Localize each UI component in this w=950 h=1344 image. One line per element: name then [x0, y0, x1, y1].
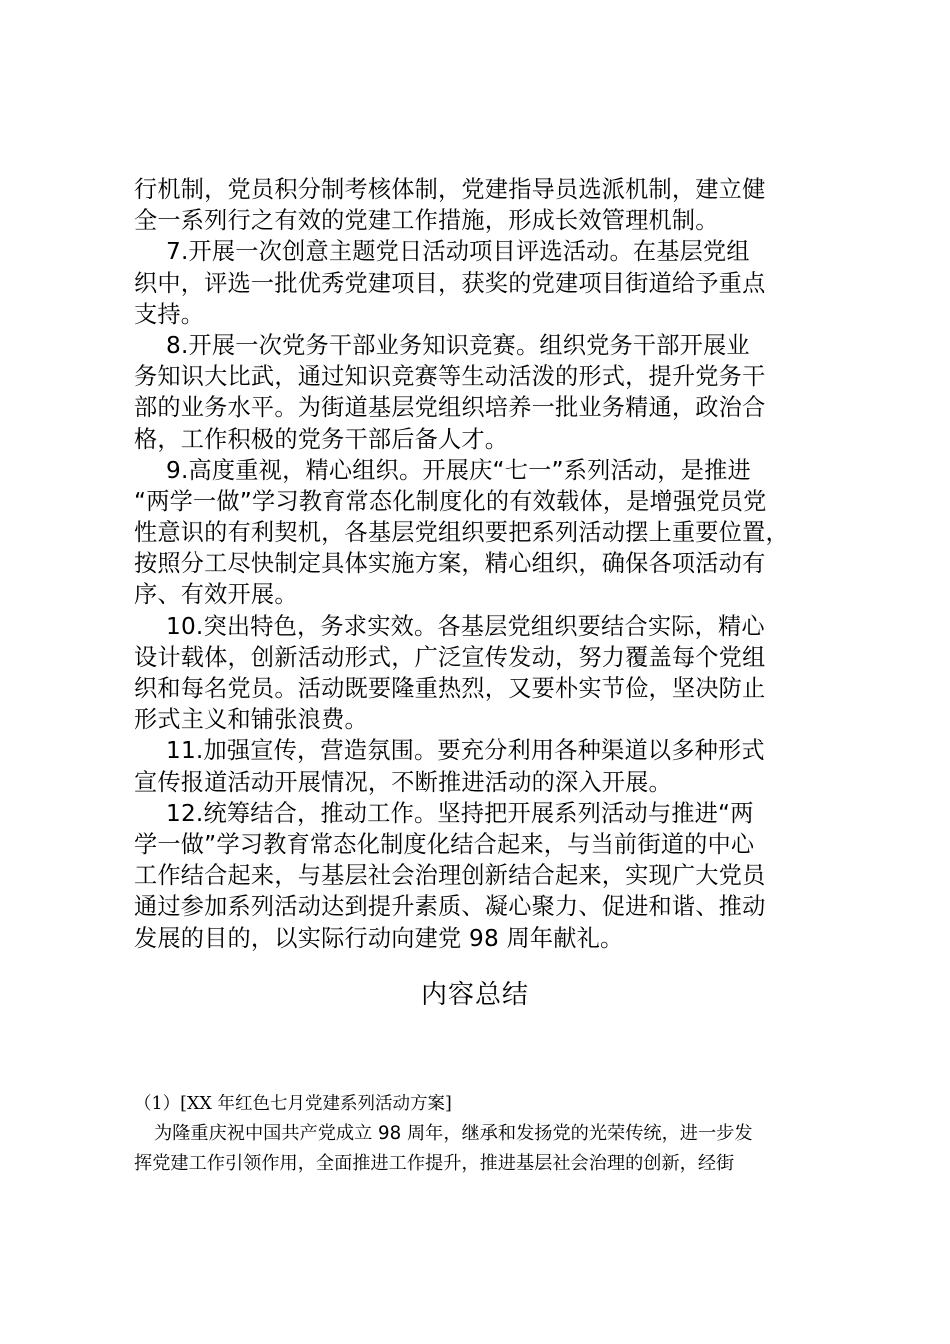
body-line-item-9: 9.高度重视，精心组织。开展庆“七一”系列活动，是推进 [166, 456, 751, 484]
summary-section [134, 1089, 854, 1179]
body-line: 通过参加系列活动达到提升素质、凝心聚力、促进和谐、推动 [134, 893, 766, 921]
body-line: “两学一做”学习教育常态化制度化的有效载体，是增强党员党 [134, 487, 767, 515]
body-line: 支持。 [134, 300, 205, 328]
body-line: 织中，评选一批优秀党建项目，获奖的党建项目街道给予重点 [134, 269, 766, 297]
body-line-item-11: 11.加强宣传，营造氛围。要充分利用各种渠道以多种形式 [166, 737, 765, 765]
body-line: 学一做”学习教育常态化制度化结合起来，与当前街道的中心 [134, 830, 755, 858]
body-line-item-12: 12.统筹结合，推动工作。坚持把开展系列活动与推进“两 [166, 799, 754, 827]
summary-line: 挥党建工作引领作用，全面推进工作提升，推进基层社会治理的创新，经街 [134, 1153, 735, 1174]
body-line: 形式主义和铺张浪费。 [134, 706, 368, 734]
body-line: 按照分工尽快制定具体实施方案，精心组织，确保各项活动有 [134, 550, 766, 578]
body-line-item-8: 8.开展一次党务干部业务知识竞赛。组织党务干部开展业 [166, 331, 750, 359]
body-line: 性意识的有利契机，各基层党组织要把系列活动摆上重要位置， [134, 519, 789, 547]
body-line: 工作结合起来，与基层社会治理创新结合起来，实现广大党员 [134, 862, 766, 890]
summary-heading: （1）[XX 年红色七月党建系列活动方案] [134, 1094, 452, 1114]
document-body [134, 174, 834, 954]
body-line-item-7: 7.开展一次创意主题党日活动项目评选活动。在基层党组 [166, 238, 750, 266]
body-line: 格，工作积极的党务干部后备人才。 [134, 425, 509, 453]
body-line: 部的业务水平。为街道基层党组织培养一批业务精通，政治合 [134, 394, 766, 422]
summary-title: 内容总结 [420, 980, 529, 1010]
summary-line: 为隆重庆祝中国共产党成立 98 周年，继承和发扬党的光荣传统，进一步发 [154, 1123, 753, 1144]
body-line: 织和每名党员。活动既要隆重热烈，又要朴实节俭，坚决防止 [134, 675, 766, 702]
body-line: 宣传报道活动开展情况，不断推进活动的深入开展。 [134, 768, 672, 796]
body-line: 全一系列行之有效的党建工作措施，形成长效管理机制。 [134, 207, 719, 235]
body-line-item-10: 10.突出特色，务求实效。各基层党组织要结合实际，精心 [166, 612, 765, 640]
body-line: 发展的目的，以实际行动向建党 98 周年献礼。 [134, 924, 624, 952]
body-line: 序、有效开展。 [134, 581, 298, 609]
body-line: 设计载体，创新活动形式，广泛宣传发动，努力覆盖每个党组 [134, 643, 766, 671]
body-line: 行机制，党员积分制考核体制，党建指导员选派机制，建立健 [134, 176, 766, 203]
body-line: 务知识大比武，通过知识竞赛等生动活泼的形式，提升党务干 [134, 363, 766, 391]
